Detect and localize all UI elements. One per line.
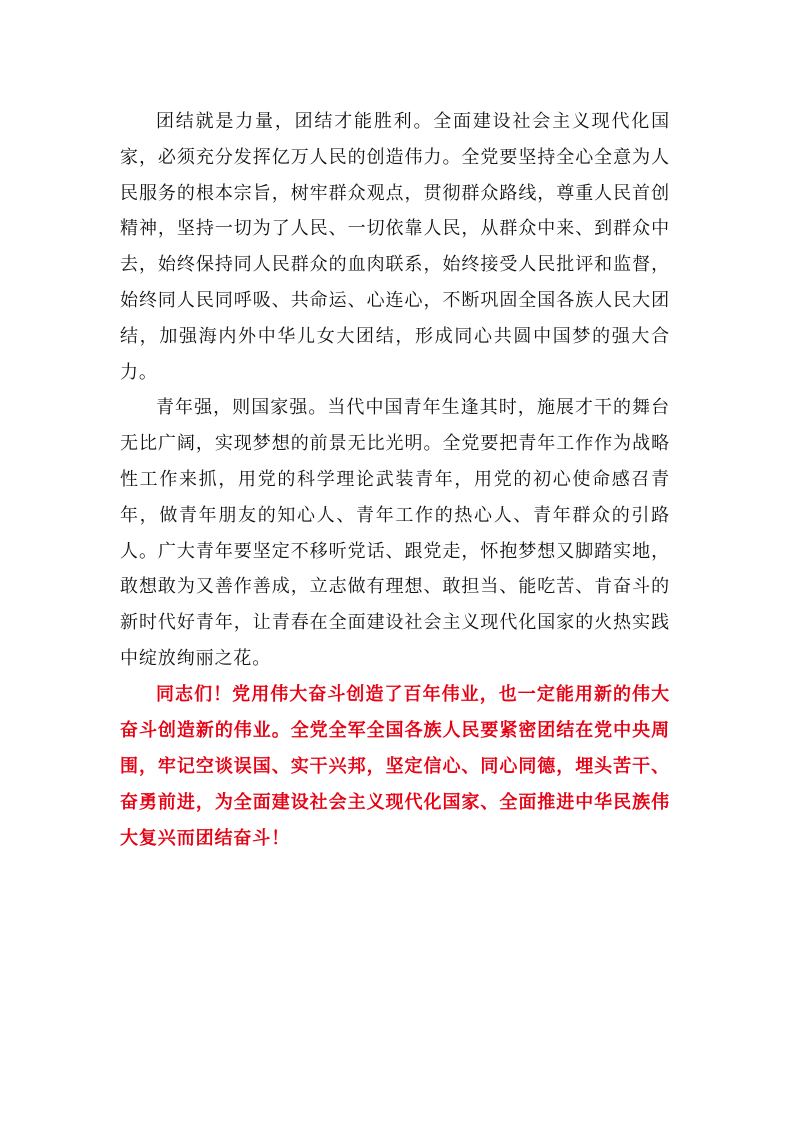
document-page xyxy=(120,104,670,857)
paragraph-youth: 青年强，则国家强。当代中国青年生逢其时，施展才干的舞台无比广阔，实现梦想的前景无比光明。全党要把青年工作作为战略性工作来抓，用党的科学理论武装青年，用党的初心使命感召青年，做青年朋友的知心人、青年工作的热心人、青年群众的引路人。广大青年要坚定不移听党话、跟党走，怀抱梦想又脚踏实地，敢想敢为又善作善成，立志做有理想、敢担当、能吃苦、肯奋斗的新时代好青年，让青春在全面建设社会主义现代化国家的火热实践中绽放绚丽之花。 xyxy=(120,397,670,669)
paragraph-unity: 团结就是力量，团结才能胜利。全面建设社会主义现代化国家，必须充分发挥亿万人民的创造伟力。全党要坚持全心全意为人民服务的根本宗旨，树牢群众观点，贯彻群众路线，尊重人民首创精神，坚持一切为了人民、一切依靠人民，从群众中来、到群众中去，始终保持同人民群众的血肉联系，始终接受人民批评和监督，始终同人民同呼吸、共命运、心连心，不断巩固全国各族人民大团结，加强海内外中华儿女大团结，形成同心共圆中国梦的强大合力。 xyxy=(120,111,670,383)
paragraph-closing-call: 同志们！党用伟大奋斗创造了百年伟业，也一定能用新的伟大奋斗创造新的伟业。全党全军全国各族人民要紧密团结在党中央周围，牢记空谈误国、实干兴邦，坚定信心、同心同德，埋头苦干、奋勇前进，为全面建设社会主义现代化国家、全面推进中华民族伟大复兴而团结奋斗！ xyxy=(120,683,670,849)
